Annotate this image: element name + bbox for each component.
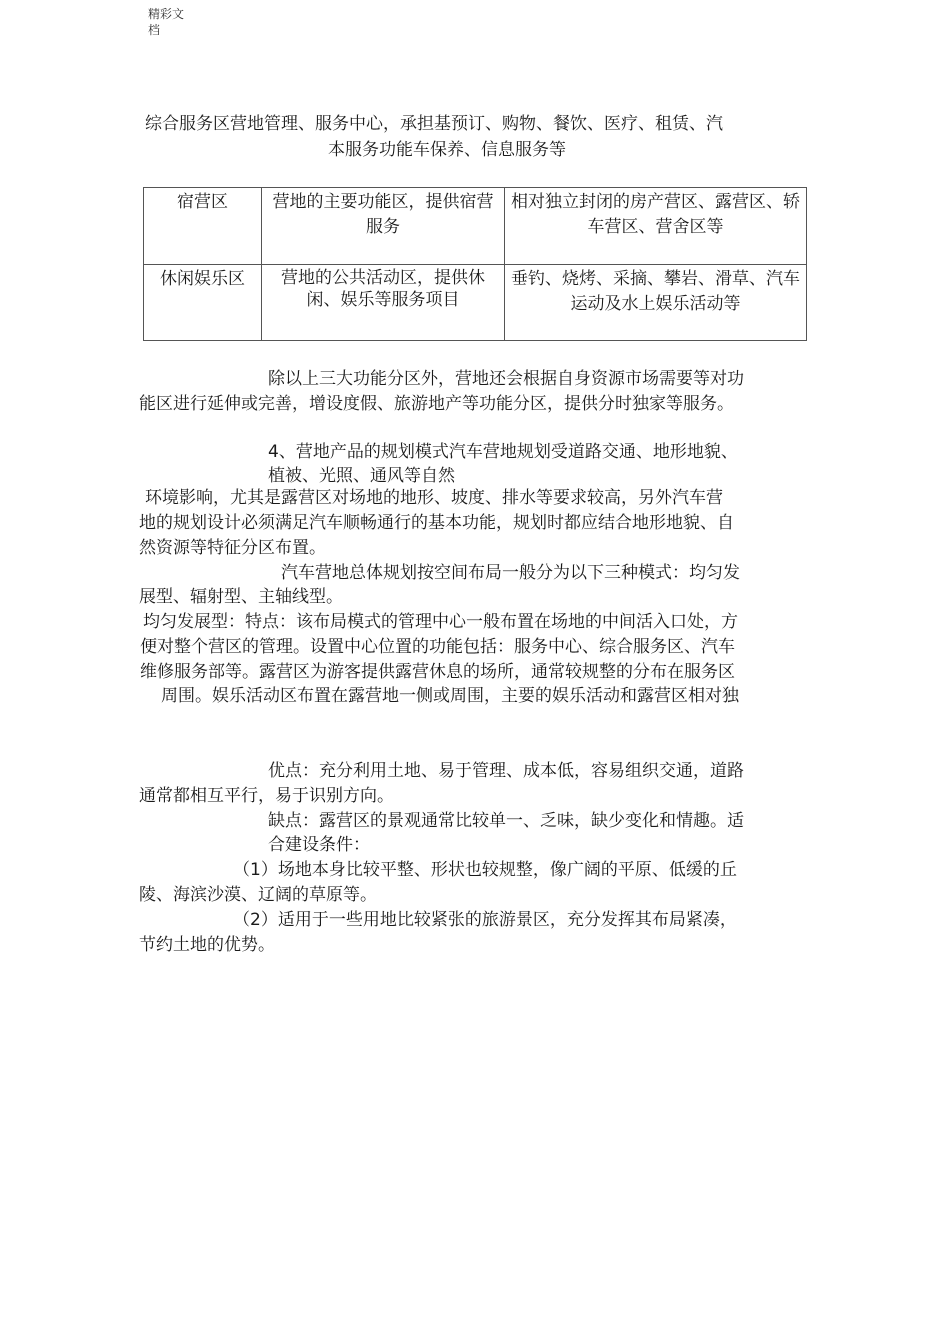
paragraph-line: （2）适用于一些用地比较紧张的旅游景区，充分发挥其布局紧凑， — [233, 910, 737, 930]
watermark-text: 精彩文档 — [148, 7, 185, 37]
paragraph-line: 汽车营地总体规划按空间布局一般分为以下三种模式：均匀发 — [281, 563, 740, 583]
paragraph-line: 优点：充分利用土地、易于管理、成本低，容易组织交通，道路 — [268, 761, 744, 781]
function-cell: 营地的公共活动区，提供休闲、娱乐等服务项目 — [262, 265, 505, 341]
paragraph-line: 能区进行延伸或完善，增设度假、旅游地产等功能分区，提供分时独家等服务。 — [139, 394, 734, 414]
zone-cell: 休闲娱乐区 — [144, 265, 262, 341]
paragraph-line: 通常都相互平行，易于识别方向。 — [139, 786, 394, 806]
table-row — [144, 188, 807, 265]
content-cell: 相对独立封闭的房产营区、露营区、轿车营区、营舍区等 — [505, 188, 807, 265]
paragraph-line: 地的规划设计必须满足汽车顺畅通行的基本功能，规划时都应结合地形地貌、自 — [139, 513, 734, 533]
paragraph-line: 陵、海滨沙漠、辽阔的草原等。 — [139, 885, 377, 905]
paragraph-line: 植被、光照、通风等自然 — [268, 466, 455, 486]
paragraph-line: 4、营地产品的规划模式汽车营地规划受道路交通、地形地貌、 — [268, 442, 738, 462]
paragraph-line: （1）场地本身比较平整、形状也较规整，像广阔的平原、低缓的丘 — [233, 860, 737, 880]
table-row — [144, 265, 807, 341]
paragraph-line: 均匀发展型：特点：该布局模式的管理中心一般布置在场地的中间活入口处，方 — [143, 612, 738, 632]
paragraph-line: 然资源等特征分区布置。 — [139, 538, 326, 558]
intro-line-2: 本服务功能车保养、信息服务等 — [328, 140, 566, 160]
paragraph-line: 周围。娱乐活动区布置在露营地一侧或周围，主要的娱乐活动和露营区相对独 — [161, 686, 739, 706]
intro-line-1: 综合服务区营地管理、服务中心，承担基预订、购物、餐饮、医疗、租赁、汽 — [145, 114, 723, 134]
paragraph-line: 除以上三大功能分区外，营地还会根据自身资源市场需要等对功 — [268, 369, 744, 389]
zone-table — [143, 187, 807, 341]
content-cell: 垂钓、烧烤、采摘、攀岩、滑草、汽车运动及水上娱乐活动等 — [505, 265, 807, 341]
paragraph-line: 缺点：露营区的景观通常比较单一、乏味，缺少变化和情趣。适 — [268, 811, 744, 831]
paragraph-line: 展型、辐射型、主轴线型。 — [139, 587, 343, 607]
paragraph-line: 便对整个营区的管理。设置中心位置的功能包括：服务中心、综合服务区、汽车 — [140, 637, 735, 657]
paragraph-line: 环境影响，尤其是露营区对场地的地形、坡度、排水等要求较高，另外汽车营 — [145, 488, 723, 508]
zone-cell: 宿营区 — [144, 188, 262, 265]
paragraph-line: 合建设条件： — [268, 835, 370, 855]
paragraph-line: 维修服务部等。露营区为游客提供露营休息的场所，通常较规整的分布在服务区 — [140, 662, 735, 682]
paragraph-line: 节约土地的优势。 — [139, 935, 275, 955]
function-cell: 营地的主要功能区，提供宿营服务 — [262, 188, 505, 265]
